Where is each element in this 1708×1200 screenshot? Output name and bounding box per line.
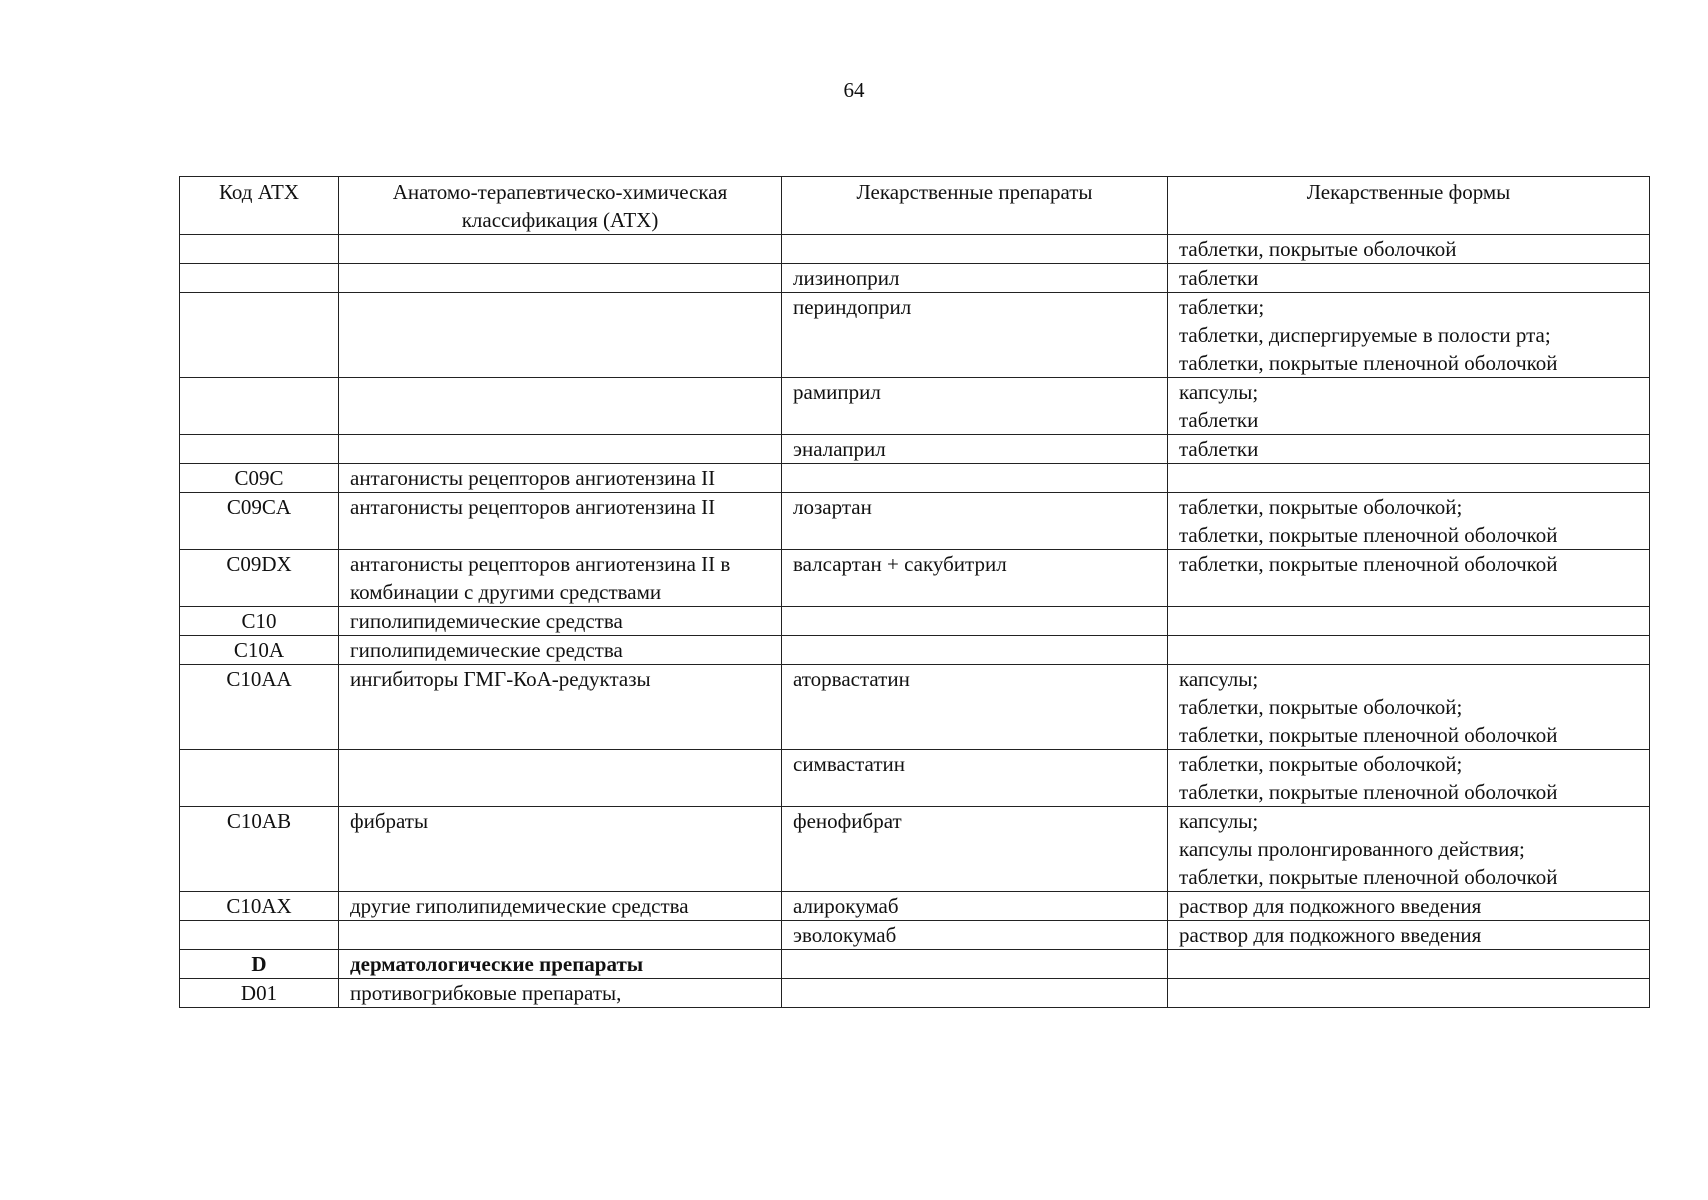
table-row (180, 378, 1650, 435)
drug-cell: лозартан (782, 493, 1168, 550)
table-row (180, 435, 1650, 464)
table-row (180, 550, 1650, 607)
table-row (180, 750, 1650, 807)
table-row (180, 293, 1650, 378)
atc-code-cell: C09CA (180, 493, 339, 550)
atc-classification-cell: антагонисты рецепторов ангиотензина II в комбинации с другими средствами (339, 550, 782, 607)
atc-classification-cell: фибраты (339, 807, 782, 892)
atc-classification-cell (339, 235, 782, 264)
header-atc-classification: Анатомо-терапевтическо-химическая классификация (АТХ) (339, 177, 782, 235)
dosage-forms-cell (1168, 235, 1650, 264)
atc-classification-cell: дерматологические препараты (339, 950, 782, 979)
atc-code-cell (180, 293, 339, 378)
dosage-forms-cell (1168, 979, 1650, 1008)
dosage-form-line: капсулы; (1179, 809, 1259, 833)
dosage-form-line: таблетки (1179, 437, 1259, 461)
drug-cell (782, 607, 1168, 636)
dosage-form-line: капсулы пролонгированного действия; (1179, 837, 1525, 861)
atc-classification-cell (339, 750, 782, 807)
dosage-forms-cell (1168, 921, 1650, 950)
dosage-forms-cell (1168, 636, 1650, 665)
drug-cell: алирокумаб (782, 892, 1168, 921)
table-row (180, 464, 1650, 493)
atc-code-cell (180, 921, 339, 950)
dosage-forms-cell (1168, 607, 1650, 636)
atc-classification-cell: гиполипидемические средства (339, 607, 782, 636)
dosage-form-line: таблетки, покрытые пленочной оболочкой (1179, 552, 1558, 576)
header-dosage-forms: Лекарственные формы (1168, 177, 1650, 235)
drug-cell: лизиноприл (782, 264, 1168, 293)
table-header-row (180, 177, 1650, 235)
dosage-form-line: таблетки, покрытые оболочкой (1179, 237, 1457, 261)
atc-code-cell: D01 (180, 979, 339, 1008)
dosage-form-line: раствор для подкожного введения (1179, 923, 1482, 947)
atc-code-cell (180, 435, 339, 464)
dosage-forms-cell (1168, 665, 1650, 750)
dosage-forms-cell (1168, 550, 1650, 607)
atc-code-cell (180, 378, 339, 435)
header-drugs: Лекарственные препараты (782, 177, 1168, 235)
dosage-form-line: таблетки; (1179, 295, 1265, 319)
drug-cell: рамиприл (782, 378, 1168, 435)
drug-cell: симвастатин (782, 750, 1168, 807)
atc-classification-cell (339, 378, 782, 435)
atc-classification-cell (339, 435, 782, 464)
table-row (180, 636, 1650, 665)
dosage-forms-cell (1168, 378, 1650, 435)
drug-cell (782, 235, 1168, 264)
atc-code-cell: C09C (180, 464, 339, 493)
atc-table (179, 176, 1650, 1008)
table-row (180, 950, 1650, 979)
atc-classification-cell: ингибиторы ГМГ-КоА-редуктазы (339, 665, 782, 750)
atc-code-cell (180, 750, 339, 807)
atc-code-cell: D (180, 950, 339, 979)
dosage-forms-cell (1168, 464, 1650, 493)
drug-cell (782, 464, 1168, 493)
table-row (180, 264, 1650, 293)
drug-cell: периндоприл (782, 293, 1168, 378)
atc-classification-cell: гиполипидемические средства (339, 636, 782, 665)
drug-cell: эволокумаб (782, 921, 1168, 950)
dosage-forms-cell (1168, 264, 1650, 293)
dosage-form-line: капсулы; (1179, 667, 1259, 691)
dosage-forms-cell (1168, 293, 1650, 378)
table-row (180, 921, 1650, 950)
dosage-form-line: таблетки, покрытые оболочкой; (1179, 495, 1463, 519)
dosage-form-line: раствор для подкожного введения (1179, 894, 1482, 918)
dosage-form-line: таблетки (1179, 266, 1259, 290)
dosage-form-line: таблетки, покрытые оболочкой; (1179, 695, 1463, 719)
drug-cell (782, 950, 1168, 979)
dosage-forms-cell (1168, 493, 1650, 550)
dosage-forms-cell (1168, 892, 1650, 921)
atc-code-cell: C10AX (180, 892, 339, 921)
atc-code-cell (180, 235, 339, 264)
atc-table-container (179, 176, 1649, 1008)
table-row (180, 979, 1650, 1008)
table-row (180, 665, 1650, 750)
dosage-form-line: таблетки, покрытые оболочкой; (1179, 752, 1463, 776)
atc-code-cell (180, 264, 339, 293)
dosage-form-line: капсулы; (1179, 380, 1259, 404)
atc-code-cell: C10AB (180, 807, 339, 892)
header-atc-code: Код АТХ (180, 177, 339, 235)
atc-classification-cell: противогрибковые препараты, (339, 979, 782, 1008)
dosage-form-line: таблетки, покрытые пленочной оболочкой (1179, 780, 1558, 804)
atc-code-cell: C10AA (180, 665, 339, 750)
table-row (180, 607, 1650, 636)
atc-classification-cell: антагонисты рецепторов ангиотензина II (339, 464, 782, 493)
dosage-form-line: таблетки, покрытые пленочной оболочкой (1179, 723, 1558, 747)
atc-classification-cell (339, 293, 782, 378)
atc-code-cell: C10A (180, 636, 339, 665)
dosage-forms-cell (1168, 435, 1650, 464)
drug-cell: фенофибрат (782, 807, 1168, 892)
dosage-form-line: таблетки, диспергируемые в полости рта; (1179, 323, 1551, 347)
drug-cell (782, 636, 1168, 665)
atc-classification-cell (339, 264, 782, 293)
table-row (180, 235, 1650, 264)
dosage-forms-cell (1168, 807, 1650, 892)
dosage-form-line: таблетки (1179, 408, 1259, 432)
atc-classification-cell: другие гиполипидемические средства (339, 892, 782, 921)
drug-cell: аторвастатин (782, 665, 1168, 750)
table-row (180, 892, 1650, 921)
dosage-forms-cell (1168, 750, 1650, 807)
drug-cell: валсартан + сакубитрил (782, 550, 1168, 607)
atc-code-cell: C09DX (180, 550, 339, 607)
dosage-form-line: таблетки, покрытые пленочной оболочкой (1179, 351, 1558, 375)
dosage-forms-cell (1168, 950, 1650, 979)
table-row (180, 493, 1650, 550)
atc-classification-cell (339, 921, 782, 950)
atc-code-cell: C10 (180, 607, 339, 636)
table-body (180, 235, 1650, 1008)
atc-classification-cell: антагонисты рецепторов ангиотензина II (339, 493, 782, 550)
page-number: 64 (843, 78, 865, 102)
dosage-form-line: таблетки, покрытые пленочной оболочкой (1179, 865, 1558, 889)
drug-cell (782, 979, 1168, 1008)
table-row (180, 807, 1650, 892)
drug-cell: эналаприл (782, 435, 1168, 464)
dosage-form-line: таблетки, покрытые пленочной оболочкой (1179, 523, 1558, 547)
